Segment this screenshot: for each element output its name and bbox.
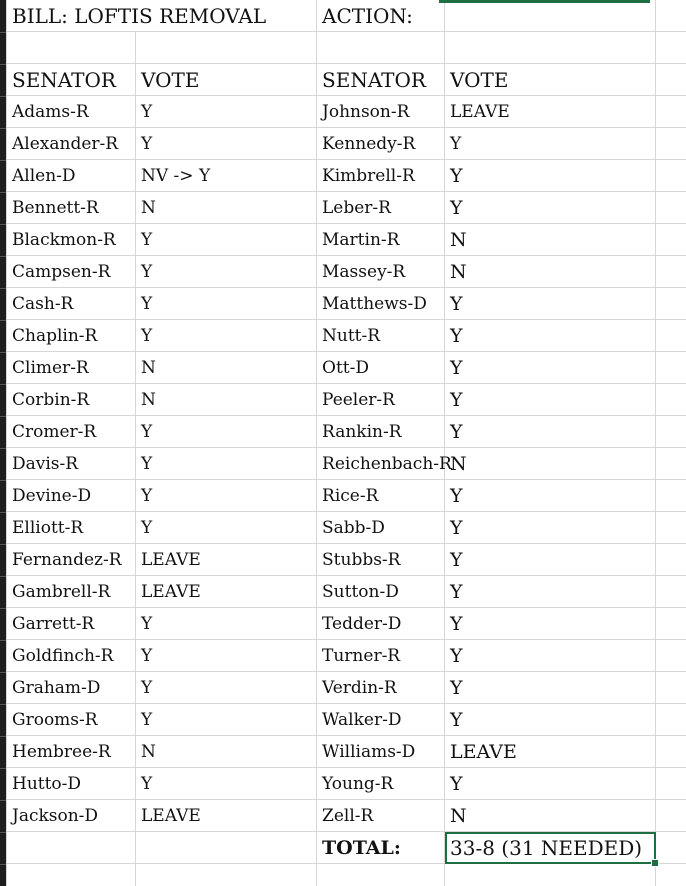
left-vote-cell[interactable]: Y [136,128,317,160]
empty-cell[interactable] [656,0,686,32]
table-row [7,672,686,704]
left-vote-cell[interactable]: LEAVE [136,800,317,832]
empty-cell[interactable] [7,32,136,64]
left-senator-cell[interactable]: Adams-R [7,96,136,128]
left-senator-cell[interactable]: Campsen-R [7,256,136,288]
left-vote-cell[interactable]: Y [136,224,317,256]
table-row [7,704,686,736]
table-row [7,800,686,832]
table-row [7,160,686,192]
left-senator-cell[interactable]: Graham-D [7,672,136,704]
left-vote-cell[interactable]: NV -> Y [136,160,317,192]
right-senator-cell[interactable]: Kimbrell-R [317,160,445,192]
table-row [7,96,686,128]
empty-cell[interactable] [136,32,317,64]
empty-cell[interactable] [656,800,686,832]
left-senator-cell[interactable]: Fernandez-R [7,544,136,576]
right-senator-cell[interactable]: Turner-R [317,640,445,672]
left-senator-cell[interactable]: Goldfinch-R [7,640,136,672]
left-senator-cell[interactable]: Climer-R [7,352,136,384]
empty-cell[interactable] [656,96,686,128]
vote-header-left[interactable]: VOTE [136,64,317,96]
action-value-cell[interactable] [445,0,656,32]
empty-cell[interactable] [656,224,686,256]
left-vote-cell[interactable]: Y [136,256,317,288]
empty-cell[interactable] [136,832,317,864]
table-row [7,352,686,384]
left-vote-cell[interactable]: Y [136,512,317,544]
table-row [7,288,686,320]
empty-cell[interactable] [656,32,686,64]
empty-cell[interactable] [656,512,686,544]
left-senator-cell[interactable]: Corbin-R [7,384,136,416]
empty-cell[interactable] [656,256,686,288]
empty-cell[interactable] [656,384,686,416]
bill-title-cell[interactable]: BILL: LOFTIS REMOVAL [7,0,317,32]
total-row [7,832,686,864]
left-senator-cell[interactable]: Allen-D [7,160,136,192]
empty-cell[interactable] [656,704,686,736]
right-vote-cell[interactable]: Y [445,352,656,384]
table-row [7,448,686,480]
right-senator-cell[interactable]: Matthews-D [317,288,445,320]
empty-cell[interactable] [656,608,686,640]
empty-cell[interactable] [656,864,686,886]
right-senator-cell[interactable]: Williams-D [317,736,445,768]
left-senator-cell[interactable]: Devine-D [7,480,136,512]
right-senator-cell[interactable]: Rankin-R [317,416,445,448]
left-senator-cell[interactable]: Hutto-D [7,768,136,800]
right-vote-cell[interactable]: N [445,800,656,832]
right-senator-cell[interactable]: Sutton-D [317,576,445,608]
left-senator-cell[interactable]: Davis-R [7,448,136,480]
right-vote-cell[interactable]: N [445,448,656,480]
empty-cell[interactable] [656,736,686,768]
left-vote-cell[interactable]: Y [136,608,317,640]
table-row [7,192,686,224]
right-senator-cell[interactable]: Zell-R [317,800,445,832]
right-senator-cell[interactable]: Rice-R [317,480,445,512]
empty-cell[interactable] [317,32,445,64]
empty-cell[interactable] [656,640,686,672]
left-vote-cell[interactable]: Y [136,96,317,128]
fill-handle[interactable] [651,859,659,867]
column-header-row [7,64,686,96]
table-row [7,128,686,160]
right-vote-cell[interactable]: Y [445,288,656,320]
left-vote-cell[interactable]: Y [136,704,317,736]
right-senator-cell[interactable]: Massey-R [317,256,445,288]
empty-cell[interactable] [656,768,686,800]
right-vote-cell[interactable]: Y [445,480,656,512]
right-senator-cell[interactable]: Stubbs-R [317,544,445,576]
right-senator-cell[interactable]: Leber-R [317,192,445,224]
vote-header-right[interactable]: VOTE [445,64,656,96]
empty-cell[interactable] [317,864,445,886]
right-vote-cell[interactable]: Y [445,608,656,640]
right-vote-cell[interactable]: LEAVE [445,96,656,128]
left-vote-cell[interactable]: Y [136,672,317,704]
right-vote-cell[interactable]: Y [445,192,656,224]
left-senator-cell[interactable]: Blackmon-R [7,224,136,256]
left-vote-cell[interactable]: Y [136,448,317,480]
left-senator-cell[interactable]: Hembree-R [7,736,136,768]
empty-cell[interactable] [656,416,686,448]
empty-cell[interactable] [656,832,686,864]
left-vote-cell[interactable]: N [136,384,317,416]
empty-cell[interactable] [445,32,656,64]
right-senator-cell[interactable]: Verdin-R [317,672,445,704]
left-senator-cell[interactable]: Alexander-R [7,128,136,160]
left-vote-cell[interactable]: Y [136,416,317,448]
right-senator-cell[interactable]: Tedder-D [317,608,445,640]
left-vote-cell[interactable]: N [136,736,317,768]
left-senator-cell[interactable]: Gambrell-R [7,576,136,608]
vote-table [6,0,686,886]
left-senator-cell[interactable]: Garrett-R [7,608,136,640]
right-vote-cell[interactable]: N [445,256,656,288]
right-vote-cell[interactable]: N [445,224,656,256]
left-senator-cell[interactable]: Grooms-R [7,704,136,736]
action-label-cell[interactable]: ACTION: [317,0,445,32]
empty-cell[interactable] [656,160,686,192]
right-vote-cell[interactable]: Y [445,576,656,608]
empty-row [7,864,686,886]
left-vote-cell[interactable]: N [136,352,317,384]
right-vote-cell[interactable]: LEAVE [445,736,656,768]
senator-header-right[interactable]: SENATOR [317,64,445,96]
table-row [7,320,686,352]
left-vote-cell[interactable]: Y [136,768,317,800]
left-senator-cell[interactable]: Chaplin-R [7,320,136,352]
total-value-cell[interactable] [445,832,656,864]
right-vote-cell[interactable]: Y [445,704,656,736]
left-vote-cell[interactable]: N [136,192,317,224]
empty-cell[interactable] [656,352,686,384]
empty-cell[interactable] [7,864,136,886]
empty-cell[interactable] [656,128,686,160]
empty-cell[interactable] [656,320,686,352]
table-row [7,544,686,576]
right-vote-cell[interactable]: Y [445,160,656,192]
right-vote-cell[interactable]: Y [445,768,656,800]
table-row [7,416,686,448]
empty-cell[interactable] [656,672,686,704]
right-vote-cell[interactable]: Y [445,640,656,672]
right-senator-cell[interactable]: Peeler-R [317,384,445,416]
table-row [7,512,686,544]
table-row [7,576,686,608]
left-vote-cell[interactable]: LEAVE [136,544,317,576]
right-senator-cell[interactable]: Sabb-D [317,512,445,544]
left-vote-cell[interactable]: LEAVE [136,576,317,608]
right-senator-cell[interactable]: Walker-D [317,704,445,736]
left-senator-cell[interactable]: Jackson-D [7,800,136,832]
table-row [7,224,686,256]
table-row [7,256,686,288]
right-senator-cell[interactable]: Ott-D [317,352,445,384]
right-vote-cell[interactable]: Y [445,544,656,576]
left-vote-cell[interactable]: Y [136,320,317,352]
left-senator-cell[interactable]: Cromer-R [7,416,136,448]
right-senator-cell[interactable]: Johnson-R [317,96,445,128]
blank-row [7,32,686,64]
table-row [7,640,686,672]
title-row [7,0,686,32]
left-vote-cell[interactable]: Y [136,640,317,672]
empty-cell[interactable] [656,448,686,480]
right-senator-cell[interactable]: Kennedy-R [317,128,445,160]
right-vote-cell[interactable]: Y [445,384,656,416]
right-senator-cell[interactable]: Reichenbach-R [317,448,445,480]
table-row [7,736,686,768]
empty-cell[interactable] [136,864,317,886]
total-label-cell[interactable]: TOTAL: [317,832,445,864]
spreadsheet-grid [6,0,686,886]
right-vote-cell[interactable]: Y [445,416,656,448]
right-vote-cell[interactable]: Y [445,512,656,544]
table-row [7,768,686,800]
table-row [7,480,686,512]
active-column-indicator [439,0,650,3]
empty-cell[interactable] [656,480,686,512]
right-vote-cell[interactable]: Y [445,672,656,704]
empty-cell[interactable] [656,576,686,608]
empty-cell[interactable] [656,192,686,224]
right-vote-cell[interactable]: Y [445,128,656,160]
right-senator-cell[interactable]: Young-R [317,768,445,800]
right-vote-cell[interactable]: Y [445,320,656,352]
empty-cell[interactable] [656,64,686,96]
senator-header-left[interactable]: SENATOR [7,64,136,96]
table-row [7,384,686,416]
left-senator-cell[interactable]: Cash-R [7,288,136,320]
table-row [7,608,686,640]
total-value-text: 33-8 (31 NEEDED) [450,835,643,860]
left-vote-cell[interactable]: Y [136,288,317,320]
empty-cell[interactable] [445,864,656,886]
empty-cell[interactable] [7,832,136,864]
empty-cell[interactable] [656,288,686,320]
empty-cell[interactable] [656,544,686,576]
left-vote-cell[interactable]: Y [136,480,317,512]
right-senator-cell[interactable]: Martin-R [317,224,445,256]
left-senator-cell[interactable]: Elliott-R [7,512,136,544]
left-senator-cell[interactable]: Bennett-R [7,192,136,224]
right-senator-cell[interactable]: Nutt-R [317,320,445,352]
